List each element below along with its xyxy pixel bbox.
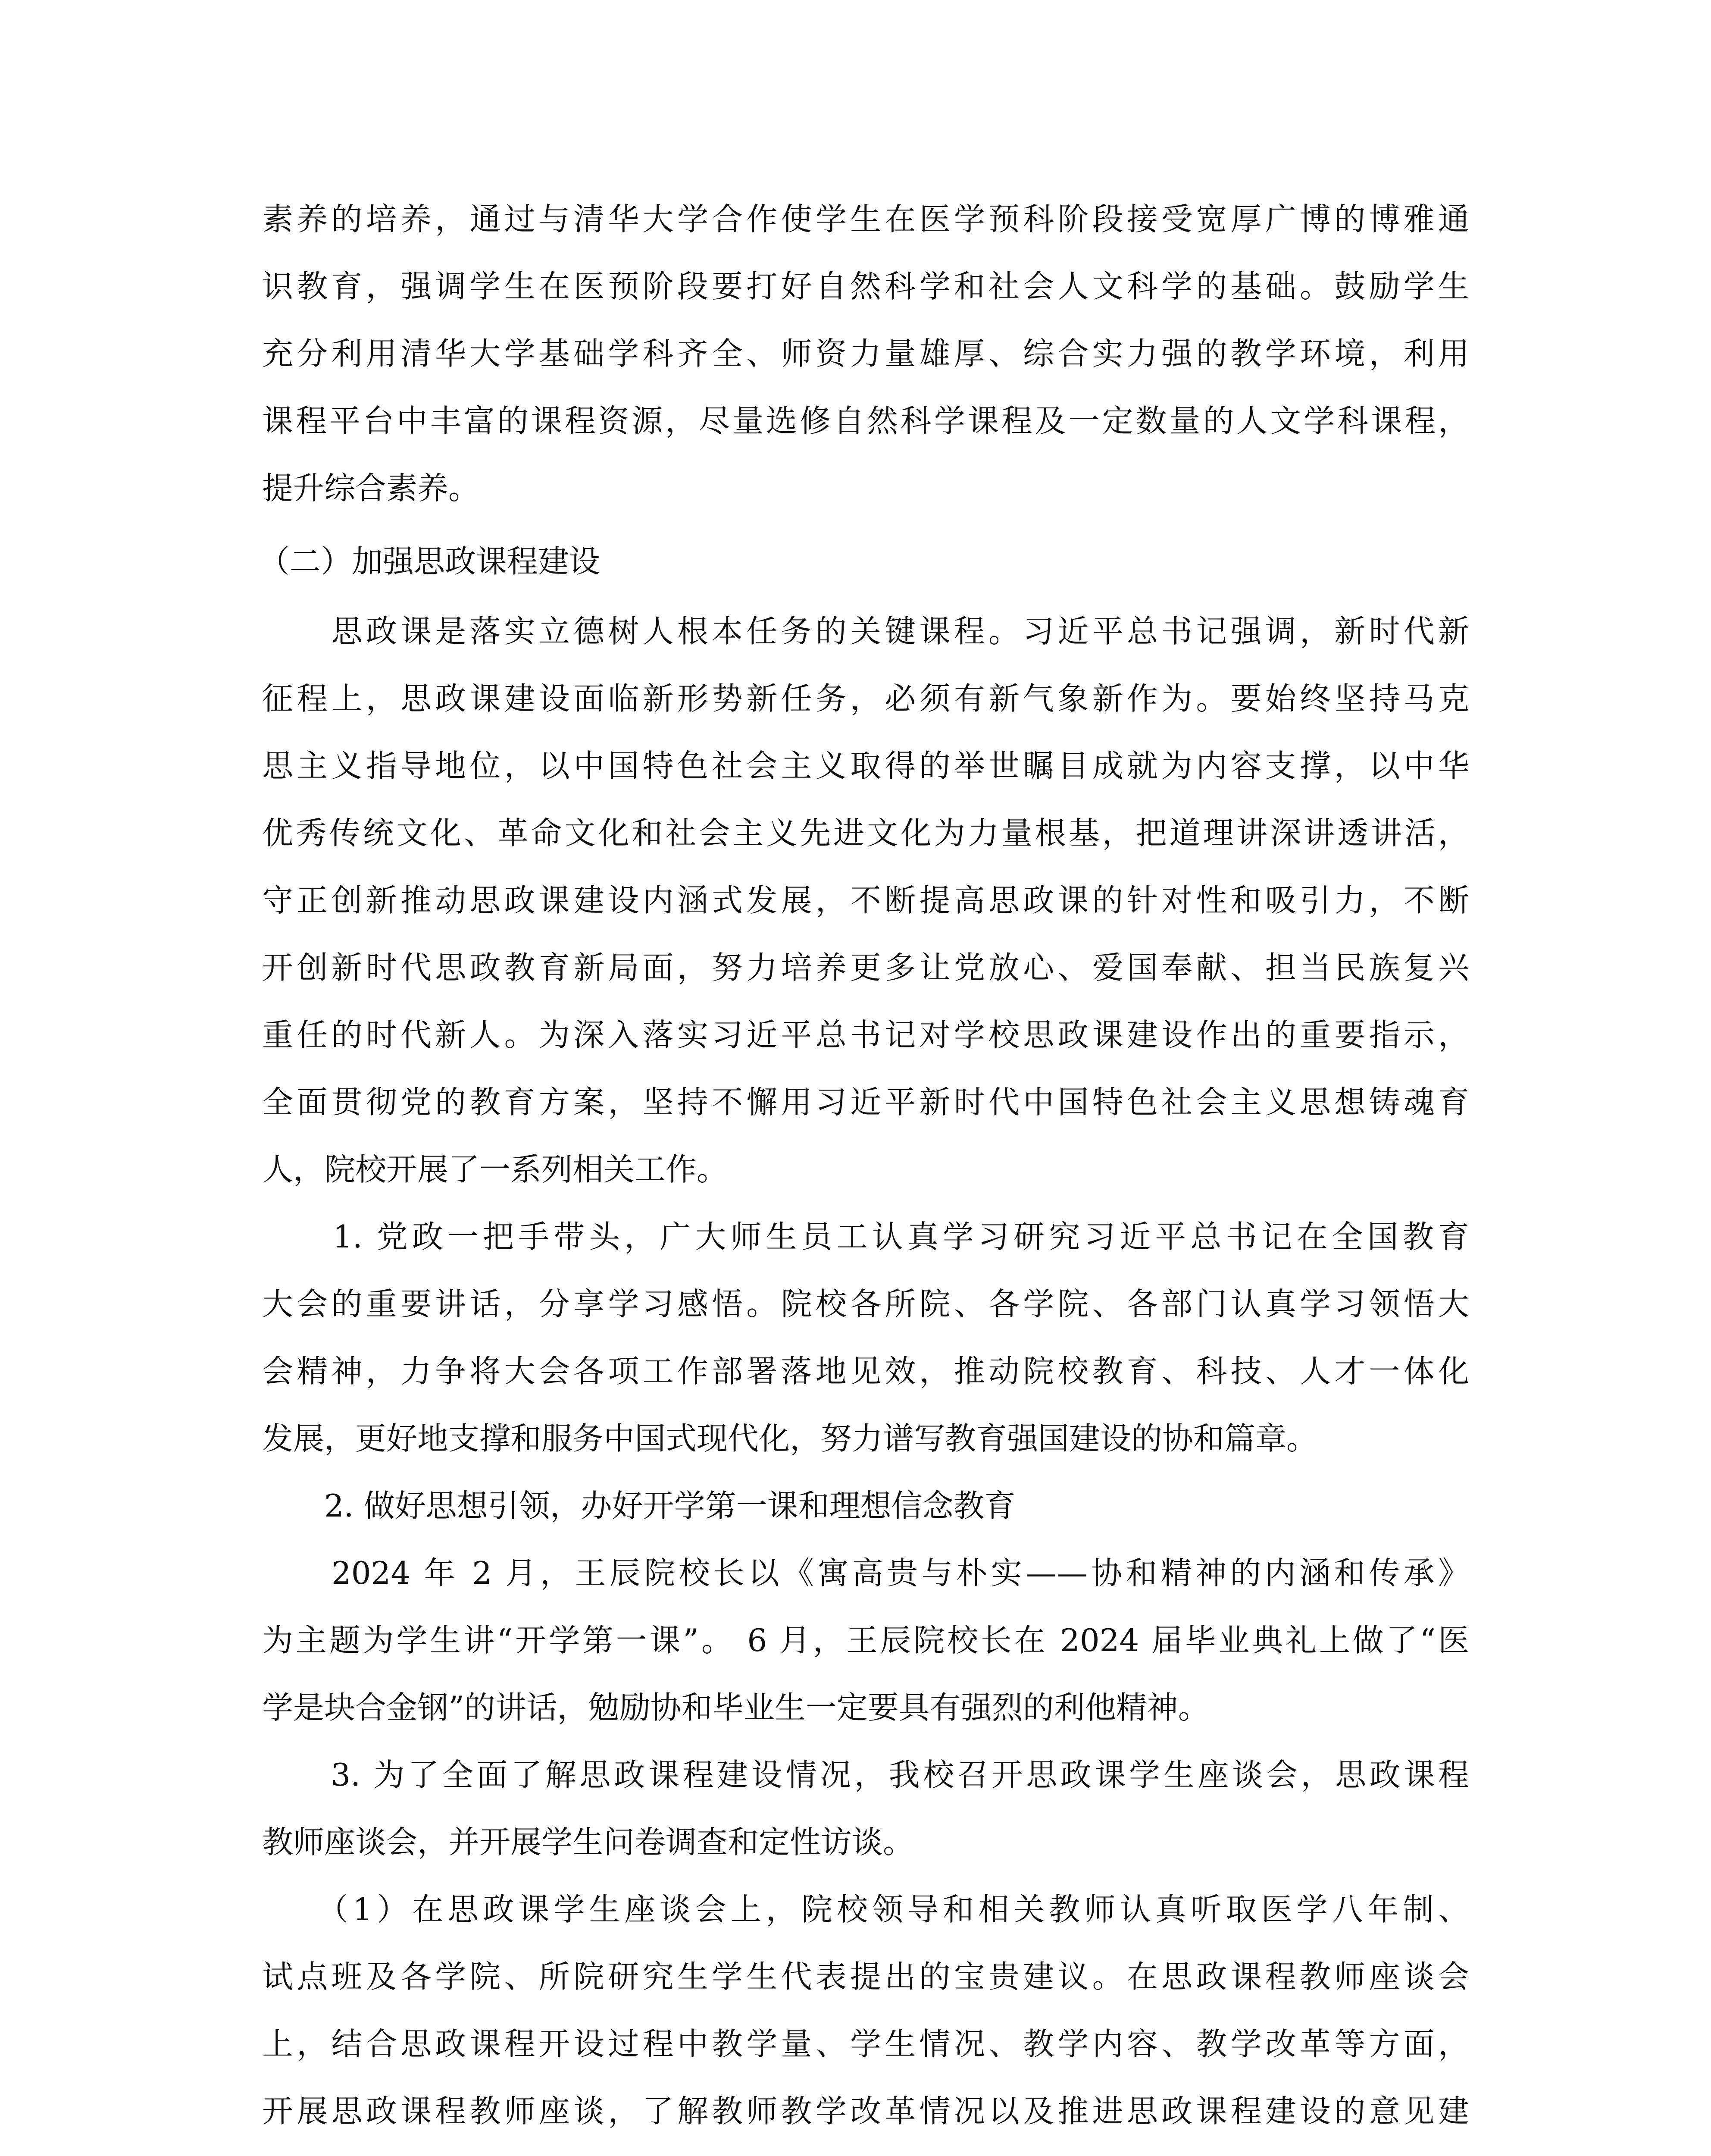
text-line: 开展思政课程教师座谈，了解教师教学改革情况以及推进思政课程建设的意见建 [262, 2093, 1469, 2129]
text-line: 3. 为了全面了解思政课程建设情况，我校召开思政课学生座谈会，思政课程 [262, 1757, 1469, 1793]
text-line: 发展，更好地支撑和服务中国式现代化，努力谱写教育强国建设的协和篇章。 [262, 1420, 1318, 1457]
paragraph-body-1 [262, 598, 1469, 1203]
text-line: 重任的时代新人。为深入落实习近平总书记对学校思政课建设作出的重要指示， [262, 1017, 1469, 1053]
text-line: 充分利用清华大学基础学科齐全、师资力量雄厚、综合实力强的教学环境，利用 [262, 335, 1469, 372]
text-line: 守正创新推动思政课建设内涵式发展，不断提高思政课的针对性和吸引力，不断 [262, 882, 1469, 918]
text-line: 学是块合金钢”的讲话，勉励协和毕业生一定要具有强烈的利他精神。 [262, 1689, 1209, 1726]
text-line: 识教育，强调学生在医预阶段要打好自然科学和社会人文科学的基础。鼓励学生 [262, 268, 1469, 304]
text-line: 教师座谈会，并开展学生问卷调查和定性访谈。 [262, 1824, 914, 1860]
text-line: 素养的培养，通过与清华大学合作使学生在医学预科阶段接受宽厚广博的博雅通 [262, 201, 1469, 237]
text-line: 思主义指导地位，以中国特色社会主义取得的举世瞩目成就为内容支撑，以中华 [262, 748, 1469, 784]
paragraph-intro [262, 185, 1469, 522]
paragraph-body-2 [262, 1203, 1469, 1472]
text-line [262, 2145, 1469, 2156]
text-line: 征程上，思政课建设面临新形势新任务，必须有新气象新作为。要始终坚持马克 [262, 680, 1469, 717]
paragraph-body-6 [262, 1876, 1469, 2156]
text-line: 试点班及各学院、所院研究生学生代表提出的宝贵建议。在思政课程教师座谈会 [262, 1959, 1469, 1995]
text-line: 优秀传统文化、革命文化和社会主义先进文化为力量根基，把道理讲深讲透讲活， [262, 815, 1469, 851]
text-line: 全面贯彻党的教育方案，坚持不懈用习近平新时代中国特色社会主义思想铸魂育 [262, 1084, 1469, 1120]
section-heading: （二）加强思政课程建设 [259, 543, 601, 580]
paragraph-body-3 [262, 1472, 1469, 1539]
text-line: 思政课是落实立德树人根本任务的关键课程。习近平总书记强调，新时代新 [262, 613, 1469, 649]
text-line: 提升综合素养。 [262, 470, 480, 506]
text-line: 上，结合思政课程开设过程中教学量、学生情况、教学内容、教学改革等方面， [262, 2026, 1469, 2062]
text-line: 2024 年 2 月，王辰院校长以《寓高贵与朴实——协和精神的内涵和传承》 [262, 1555, 1469, 1591]
document-page [259, 185, 1469, 2156]
paragraph-body-5 [262, 1741, 1469, 1876]
text-line: 为主题为学生讲“开学第一课”。 6 月，王辰院校长在 2024 届毕业典礼上做了“医 [262, 1622, 1469, 1658]
paragraph-body-4 [262, 1539, 1469, 1741]
text-line: 会精神，力争将大会各项工作部署落地见效，推动院校教育、科技、人才一体化 [262, 1353, 1469, 1389]
text-line: 人，院校开展了一系列相关工作。 [262, 1151, 728, 1188]
text-line: 1. 党政一把手带头，广大师生员工认真学习研究习近平总书记在全国教育 [262, 1219, 1469, 1255]
text-line: 开创新时代思政教育新局面，努力培养更多让党放心、爱国奉献、担当民族复兴 [262, 950, 1469, 986]
text-line: （1）在思政课学生座谈会上，院校领导和相关教师认真听取医学八年制、 [262, 1891, 1469, 1927]
text-line: 2. 做好思想引领，办好开学第一课和理想信念教育 [262, 1488, 1016, 1524]
text-line: 课程平台中丰富的课程资源，尽量选修自然科学课程及一定数量的人文学科课程， [262, 403, 1469, 439]
text-line: 大会的重要讲话，分享学习感悟。院校各所院、各学院、各部门认真学习领悟大 [262, 1286, 1469, 1322]
